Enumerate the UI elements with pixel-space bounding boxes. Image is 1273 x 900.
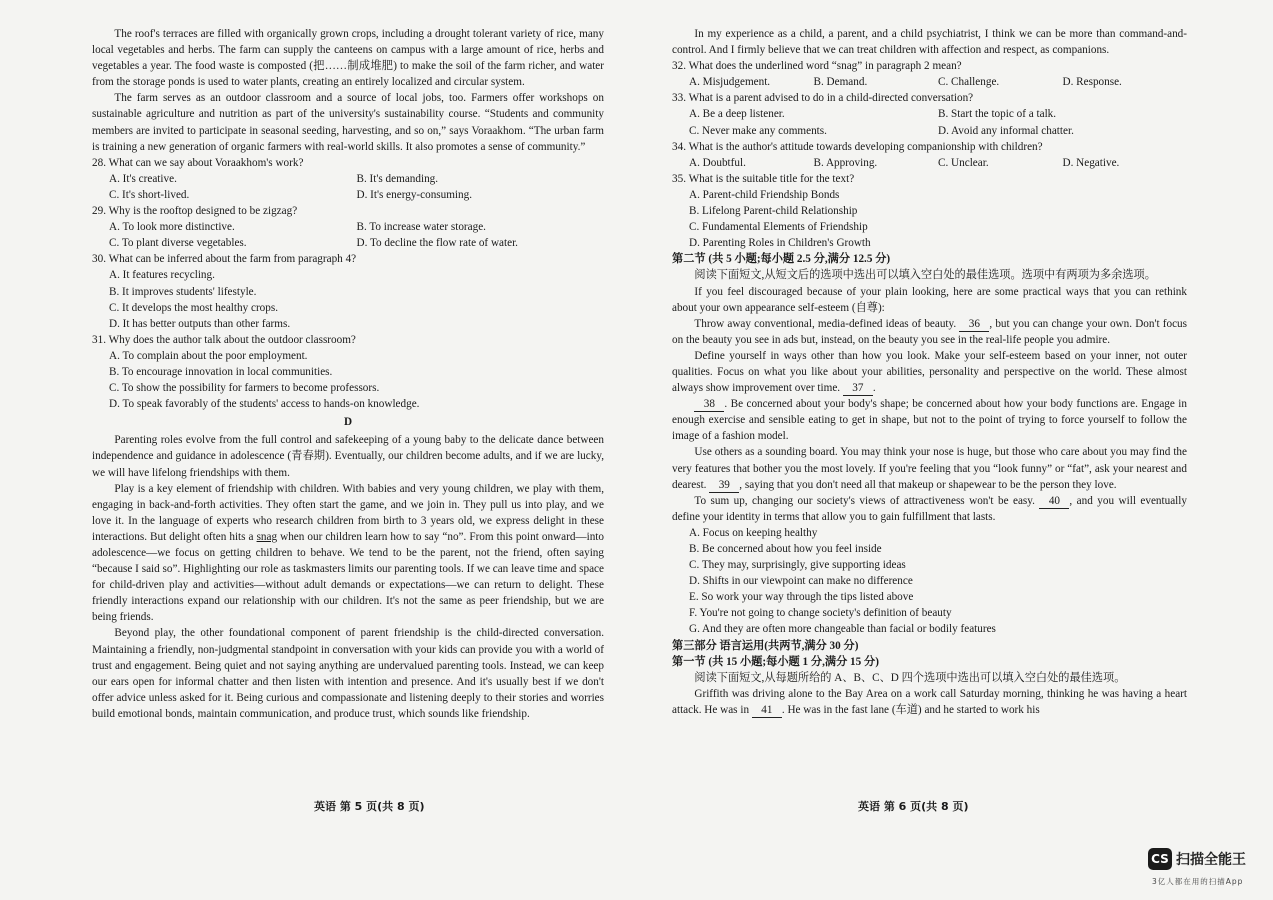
passage-paragraph: [672, 348, 1187, 396]
question-32: [672, 58, 1187, 90]
text-run: , and you will eventually define your identity in terms that allow you to gain fulfillment that lasts.: [672, 494, 1187, 523]
option: B. Lifelong Parent-child Relationship: [689, 205, 858, 218]
option: C. Challenge.: [938, 76, 1000, 89]
question-stem: 35. What is the suitable title for the text?: [672, 172, 855, 185]
question-options: [672, 106, 1187, 138]
option: E. So work your way through the tips listed above: [689, 591, 914, 604]
question-stem: 30. What can be inferred about the farm from paragraph 4?: [92, 253, 357, 266]
option: D. To decline the flow rate of water.: [356, 237, 518, 250]
option: C. Unclear.: [938, 156, 989, 169]
question-stem: 33. What is a parent advised to do in a child-directed conversation?: [672, 92, 974, 105]
section-instruction: 阅读下面短文,从每题所给的 A、B、C、D 四个选项中选出可以填入空白处的最佳选项。: [694, 671, 1126, 684]
question-stem: 28. What can we say about Voraakhom's work?: [92, 156, 304, 169]
option: B. To encourage innovation in local communities.: [109, 365, 333, 378]
blank-39: 39: [709, 479, 739, 493]
option: B. Approving.: [813, 156, 878, 169]
question-stem: 31. Why does the author talk about the outdoor classroom?: [92, 333, 356, 346]
option: B. It improves students' lifestyle.: [109, 285, 257, 298]
question-options: [92, 171, 604, 203]
page-footer: 英语 第 6 页(共 8 页): [858, 800, 969, 813]
passage-paragraph: [672, 493, 1187, 525]
question-35: [672, 171, 1187, 251]
option: A. It features recycling.: [109, 269, 215, 282]
option: D. Negative.: [1062, 156, 1120, 169]
question-stem: 34. What is the author's attitude towards developing companionship with children?: [672, 140, 1043, 153]
passage-paragraph: [672, 686, 1187, 718]
text-run: To sum up, changing our society's views of attractiveness won't be easy.: [694, 494, 1040, 507]
blank-38: 38: [694, 398, 724, 412]
passage-paragraph: If you feel discouraged because of your plain looking, here are some practical ways that you can rethink about your own appearance self-esteem (自尊):: [672, 285, 1187, 314]
watermark-name: 扫描全能王: [1176, 852, 1246, 868]
text-run: Play is a key element of friendship with children. With babies and very young children, we play with them, engaging in back-and-forth activities. They often start the game, and we join in. They pull us into play, and we love it. In the language of experts who research children from birth to 3 years old, we express delight in these interactions. But delight often hits a: [92, 482, 604, 543]
option: D. Response.: [1062, 76, 1122, 89]
option: F. You're not going to change society's definition of beauty: [689, 607, 952, 620]
passage-paragraph: [672, 316, 1187, 348]
underlined-word: snag: [256, 530, 278, 543]
passage-paragraph: [92, 481, 604, 626]
text-run: . He was in the fast lane (车道) and he started to work his: [781, 703, 1040, 716]
blank-37: 37: [843, 382, 873, 396]
question-stem: 32. What does the underlined word “snag” in paragraph 2 mean?: [672, 60, 962, 73]
text-run: . Be concerned about your body's shape; be concerned about how your body functions are. Engage in enough exercise and sensible eating to get in shape, but not to the point of trying to force yourself to follow the image of a fashion model.: [672, 398, 1187, 443]
option: B. Be concerned about how you feel inside: [689, 543, 882, 555]
option: A. It's creative.: [109, 172, 177, 185]
question-stem: 29. Why is the rooftop designed to be zigzag?: [92, 205, 298, 218]
question-28: [92, 155, 604, 203]
section-title: D: [343, 416, 353, 429]
passage-paragraph: The roof's terraces are filled with organically grown crops, including a drought tolerant variety of rice, many local vegetables and herbs. The farm can supply the canteens on campus with a large amount of rice, herbs and vegetables a year. The food waste is composted (把……制成堆肥) to make the soil of the farm richer, and water from the storage ponds is used to water plants, creating an entirely localized and circular system.: [92, 28, 604, 89]
question-options: [92, 267, 604, 331]
option: B. To increase water storage.: [356, 221, 486, 234]
page-footer: 英语 第 5 页(共 8 页): [314, 800, 425, 813]
option: A. Doubtful.: [689, 156, 746, 169]
passage-paragraph: [672, 444, 1187, 492]
question-options: [672, 74, 1187, 90]
passage-paragraph: Beyond play, the other foundational component of parent friendship is the child-directed conversation. Maintaining a friendly, non-judgmental standpoint in conversation with your kids can provide you with a world of trust and engagement. Being quiet and not saying anything are undervalued parenting tools. Instead, we can keep our ears open for informal chatter and then listen with intention and presence. And it's usually best if we don't offer advice unless asked for it. Being curious and compassionate and listening deeply to their stories and worries build emotional bonds, maintain communication, and produce trust, which sounds like friendship.: [92, 627, 604, 720]
blank-40: 40: [1039, 495, 1069, 509]
text-run: Griffith was driving alone to the Bay Area on a work call Saturday morning, thinking he was having a heart attack. He was in: [672, 687, 1187, 716]
option: D. Avoid any informal chatter.: [938, 124, 1074, 137]
text-run: , but you can change your own. Don't focus on the beauty you see in ads but, instead, on the beauty you see in the real-life people you admire.: [672, 317, 1187, 346]
option: A. Focus on keeping healthy: [689, 526, 818, 539]
option: D. Parenting Roles in Children's Growth: [689, 237, 871, 250]
option: B. Demand.: [813, 76, 868, 89]
text-run: when our children learn how to say “no”. From this point onward—into adolescence—we focus on getting children to behave. We tend to be the parent, not the friend, often saying “because I said so”. Highlighting our role as taskmasters limits our parenting tools. If we can leave time and space for child-driven play and activities—without adult demands or expectations—we can return to delight. These friendly interactions expand our relationship with our children. It's not the same as peer friendship, but we are being friends.: [92, 530, 604, 624]
option: C. It develops the most healthy crops.: [109, 301, 279, 314]
question-options: [92, 348, 604, 412]
option: C. To show the possibility for farmers to become professors.: [109, 382, 380, 395]
cloze-options: [672, 525, 1187, 638]
option: C. Fundamental Elements of Friendship: [689, 221, 868, 234]
question-34: [672, 139, 1187, 171]
option: C. To plant diverse vegetables.: [109, 237, 247, 250]
option: A. To complain about the poor employment.: [109, 349, 308, 362]
camscanner-logo-icon: CS: [1148, 848, 1172, 870]
section-instruction: 阅读下面短文,从短文后的选项中选出可以填入空白处的最佳选项。选项中有两项为多余选项。: [694, 269, 1156, 282]
question-29: [92, 203, 604, 251]
text-run: Throw away conventional, media-defined ideas of beauty.: [694, 317, 960, 330]
option: A. Be a deep listener.: [689, 108, 785, 121]
question-options: [672, 187, 1187, 251]
question-options: [92, 219, 604, 251]
question-30: [92, 251, 604, 331]
question-31: [92, 332, 604, 412]
option: C. Never make any comments.: [689, 124, 827, 137]
part-heading: 第三部分 语言运用(共两节,满分 30 分): [672, 639, 859, 652]
option: A. Parent-child Friendship Bonds: [689, 188, 840, 201]
scanner-watermark: [1148, 848, 1246, 870]
option: A. Misjudgement.: [689, 76, 771, 89]
option: C. It's short-lived.: [109, 188, 190, 201]
text-run: , saying that you don't need all that makeup or shapewear to be the person they love.: [739, 478, 1117, 491]
option: B. It's demanding.: [356, 172, 439, 185]
option: D. It's energy-consuming.: [356, 188, 473, 201]
question-33: [672, 90, 1187, 138]
option: D. To speak favorably of the students' access to hands-on knowledge.: [109, 398, 420, 411]
passage-paragraph: Parenting roles evolve from the full control and safekeeping of a young baby to the delicate dance between independence and guidance in adolescence (青春期). Eventually, our children become adults, and if we are lucky, we will have lifelong friendships with them.: [92, 434, 604, 479]
passage-paragraph: The farm serves as an outdoor classroom and a source of local jobs, too. Farmers offer workshops on sustainable agriculture and nutrition as part of the university's sustainability course. “Students and community members are invited to participate in seasonal seeding, harvesting, and so on,” says Voraakhom. “The urban farm is training a new generation of organic farmers with real-world skills. It also promotes a sense of community.”: [92, 92, 604, 153]
option: C. They may, surprisingly, give supporting ideas: [689, 559, 906, 572]
option: A. To look more distinctive.: [109, 221, 235, 234]
option: D. It has better outputs than other farms.: [109, 317, 291, 330]
option: D. Shifts in our viewpoint can make no difference: [689, 575, 913, 588]
blank-36: 36: [959, 318, 989, 332]
question-options: [672, 155, 1187, 171]
left-page: [92, 26, 604, 722]
option: B. Start the topic of a talk.: [938, 108, 1057, 121]
passage-paragraph: In my experience as a child, a parent, and a child psychiatrist, I think we can be more than command-and-control. And I firmly believe that we can treat children with affection and respect, as companions.: [672, 28, 1187, 57]
right-page: [672, 26, 1187, 718]
option: G. And they are often more changeable than facial or bodily features: [689, 623, 996, 636]
section-heading: 第二节 (共 5 小题;每小题 2.5 分,满分 12.5 分): [672, 253, 891, 266]
text-run: Use others as a sounding board. You may think your nose is huge, but those who care about you may find the very features that bother you the most lovely. If you're feeling that you “look funny” or “fat”, ask your nearest and dearest.: [672, 446, 1187, 491]
passage-paragraph: [672, 396, 1187, 444]
blank-41: 41: [752, 704, 782, 718]
watermark-tagline: 3亿人都在用的扫描App: [1152, 877, 1244, 886]
text-run: Define yourself in ways other than how you look. Make your self-esteem based on your inner, not outer qualities. Focus on what you like about your abilities, personality and perspective on the world. These almost always show improvement over time.: [672, 349, 1187, 395]
text-run: .: [872, 382, 876, 395]
section-heading: 第一节 (共 15 小题;每小题 1 分,满分 15 分): [672, 655, 879, 668]
